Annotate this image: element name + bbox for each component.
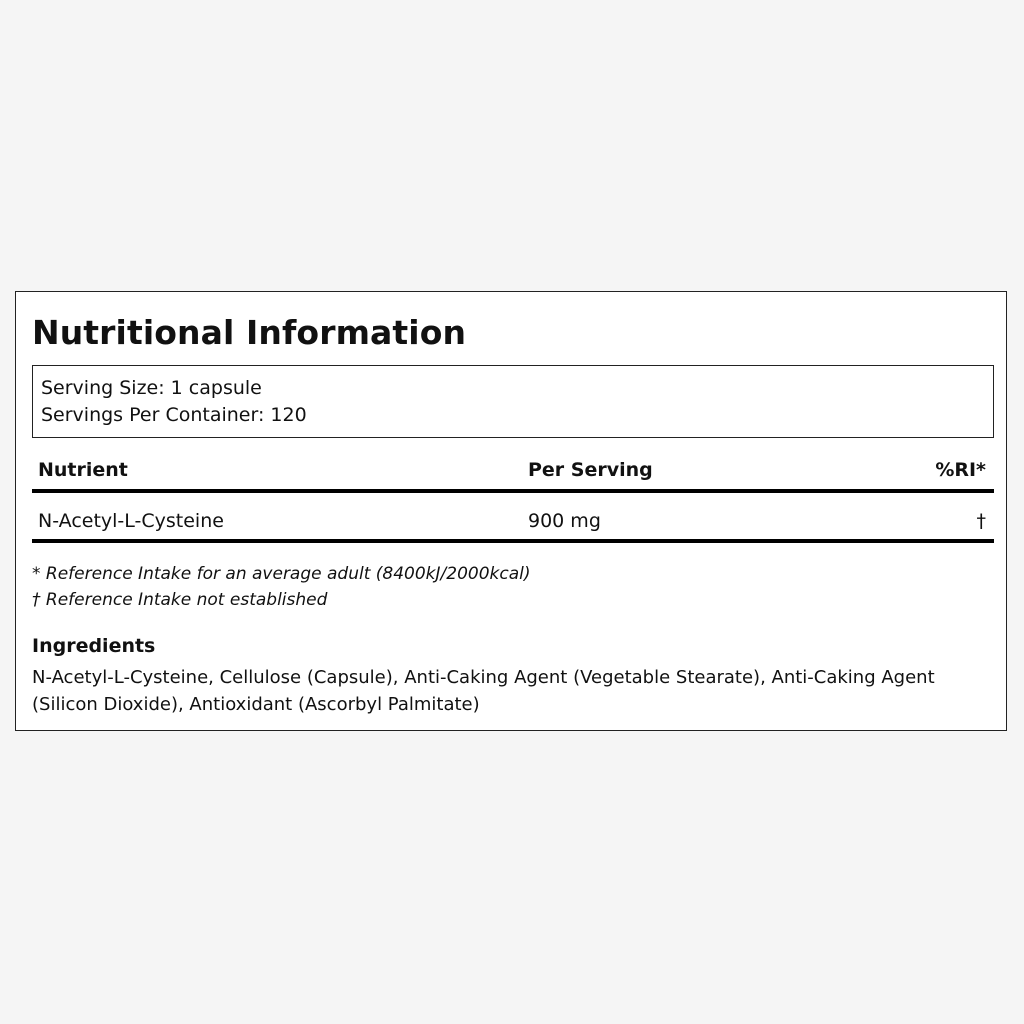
nutrition-panel bbox=[15, 291, 1007, 731]
serving-size: Serving Size: 1 capsule bbox=[41, 377, 262, 399]
header-nutrient: Nutrient bbox=[38, 459, 128, 481]
nutrient-amount: 900 mg bbox=[528, 510, 601, 532]
panel-title: Nutritional Information bbox=[32, 313, 467, 352]
footnote-not-established: † Reference Intake not established bbox=[32, 590, 328, 610]
header-per-serving: Per Serving bbox=[528, 459, 653, 481]
table-bottom-rule bbox=[32, 539, 994, 543]
footnote-reference-intake: * Reference Intake for an average adult (8400kJ/2000kcal) bbox=[32, 564, 531, 584]
nutrient-ri: † bbox=[976, 510, 986, 532]
serving-info-box bbox=[32, 365, 994, 438]
ingredients-text: N-Acetyl-L-Cysteine, Cellulose (Capsule), Anti-Caking Agent (Vegetable Stearate), Anti-Caking Agent (Silicon Dioxide), Antioxidant (Ascorbyl Palmitate) bbox=[32, 667, 935, 715]
ingredients-title: Ingredients bbox=[32, 635, 156, 657]
servings-per-container: Servings Per Container: 120 bbox=[41, 404, 307, 426]
header-rule bbox=[32, 489, 994, 493]
header-ri: %RI* bbox=[935, 459, 986, 481]
nutrient-name: N-Acetyl-L-Cysteine bbox=[38, 510, 224, 532]
